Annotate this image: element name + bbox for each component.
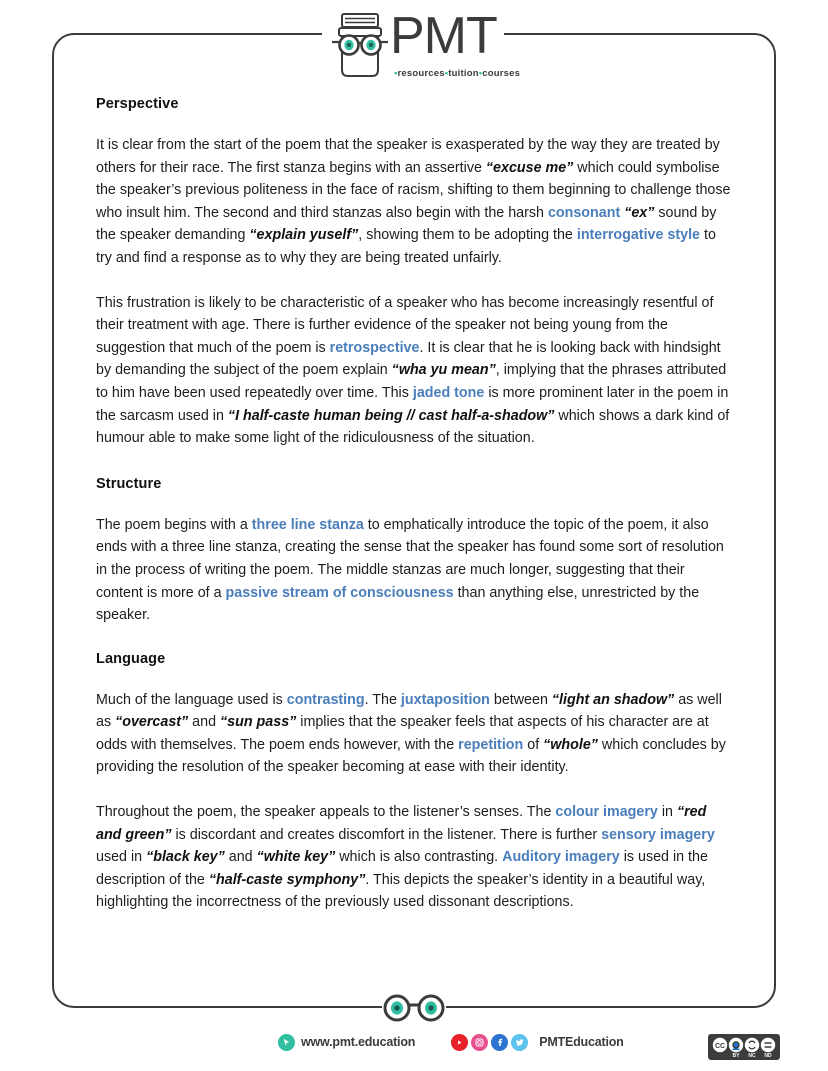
glasses-icon (378, 994, 450, 1024)
key-term: contrasting (286, 691, 365, 708)
book-with-glasses-icon (330, 12, 390, 80)
tagline-resources: resources (397, 68, 445, 79)
svg-text:BY: BY (732, 1053, 740, 1058)
twitter-icon[interactable] (511, 1034, 528, 1051)
pmt-logo (324, 7, 521, 90)
cursor-arrow-icon (278, 1034, 295, 1051)
poem-quote: “excuse me” (485, 159, 574, 176)
paragraph: Throughout the poem, the speaker appeals to the listener’s senses. The colour imagery in “red and green” is discordant and creates discomfort in the listener. There is further sensory imagery used in “black key” and “white key” which is also contrasting. Auditory imagery is used in the description of the “half-caste symphony”. This depicts the speaker’s identity in a beautiful way, highlighting the incorrectness of the previously used dissonant descriptions. (96, 804, 715, 911)
section-perspective (96, 96, 732, 450)
paragraph: It is clear from the start of the poem that the speaker is exasperated by the way they are treated by others for their race. The first stanza begins with an assertive “excuse me” which could symbolise the speaker’s previous politeness in the face of racism, shifting to them beginning to challenge those who insult him. The second and third stanzas also begin with the harsh consonant “ex” sound by the speaker demanding “explain yuself”, showing them to be adopting the interrogative style to try and find a response as to why they are being treated unfairly. (96, 137, 731, 266)
website-link[interactable] (278, 1034, 415, 1051)
section-structure (96, 476, 732, 627)
poem-quote: “light an shadow” (551, 691, 675, 708)
paragraph: The poem begins with a three line stanza to emphatically introduce the topic of the poem, it also ends with a three line stanza, creating the sense that the speaker has found some sort of resolution in the process of writing the poem. The middle stanzas are much longer, suggesting that their content is more of a passive stream of consciousness than anything else, unrestricted by the speaker. (96, 516, 724, 624)
pmt-tagline: •resources•tuition•courses (394, 68, 521, 79)
heading-perspective: Perspective (96, 96, 179, 112)
key-term: jaded tone (412, 384, 485, 401)
instagram-icon[interactable] (471, 1034, 488, 1051)
key-term: colour imagery (555, 804, 658, 821)
key-term: Auditory imagery (502, 849, 620, 866)
pmt-wordmark: PMT (390, 7, 497, 65)
key-term: passive stream of consciousness (225, 584, 454, 601)
section-language (96, 651, 732, 914)
key-term: retrospective (329, 339, 420, 356)
svg-text:NC: NC (748, 1053, 756, 1058)
poem-quote: “ex” (624, 204, 655, 221)
key-term: three line stanza (251, 516, 364, 533)
cc-by-nc-nd-icon (710, 1036, 778, 1058)
poem-quote: “red and green” (96, 804, 707, 843)
youtube-icon[interactable] (451, 1034, 468, 1051)
key-term: consonant (547, 204, 621, 221)
key-term: juxtaposition (400, 691, 490, 708)
social-handle-text: PMTEducation (539, 1035, 624, 1049)
poem-quote: “wha yu mean” (391, 362, 496, 379)
poem-quote: “overcast” (115, 714, 189, 731)
paragraph: Much of the language used is contrasting. The juxtaposition between “light an shadow” as well as “overcast” and “sun pass” implies that the speaker feels that aspects of his character are at odds with themselves. The poem ends however, with the repetition of “whole” which concludes by providing the resolution of the speaker becoming at ease with their identity. (96, 691, 726, 776)
creative-commons-license-badge[interactable] (708, 1034, 780, 1060)
footer-center-group (278, 1030, 624, 1054)
key-term: repetition (458, 736, 524, 753)
key-term: sensory imagery (601, 826, 715, 843)
heading-language: Language (96, 650, 166, 667)
tagline-courses: courses (482, 68, 521, 79)
poem-quote: “half-caste symphony” (208, 871, 366, 888)
poem-quote: “black key” (146, 849, 225, 866)
poem-quote: “white key” (256, 849, 336, 866)
tagline-tuition: tuition (448, 68, 479, 79)
svg-text:CC: CC (714, 1043, 726, 1050)
facebook-icon[interactable] (491, 1034, 508, 1051)
poem-quote: “sun pass” (220, 714, 297, 731)
poem-quote: “whole” (543, 736, 598, 753)
svg-text:👤: 👤 (731, 1041, 741, 1051)
poem-quote: “explain yuself” (249, 227, 359, 244)
heading-structure: Structure (96, 475, 162, 492)
poem-quote: “I half-caste human being // cast half-a-shadow” (227, 407, 555, 424)
website-url-text: www.pmt.education (301, 1035, 416, 1049)
paragraph: This frustration is likely to be characteristic of a speaker who has become increasingly resentful of their treatment with age. There is further evidence of the speaker not being young from the suggestion that much of the poem is retrospective. It is clear that he is looking back with hindsight by demanding the subject of the poem explain “wha yu mean”, implying that the phrases attributed to him have been used repeatedly over time. This jaded tone is more prominent later in the poem in the sarcasm used in “I half-caste human being // cast half-a-shadow” which shows a dark kind of humour able to make some light of the ridiculousness of the situation. (96, 294, 730, 447)
svg-text:ND: ND (764, 1053, 772, 1058)
social-icons-group (451, 1034, 623, 1051)
key-term: interrogative style (576, 227, 701, 244)
page-footer (0, 1030, 828, 1060)
document-content (96, 96, 732, 914)
